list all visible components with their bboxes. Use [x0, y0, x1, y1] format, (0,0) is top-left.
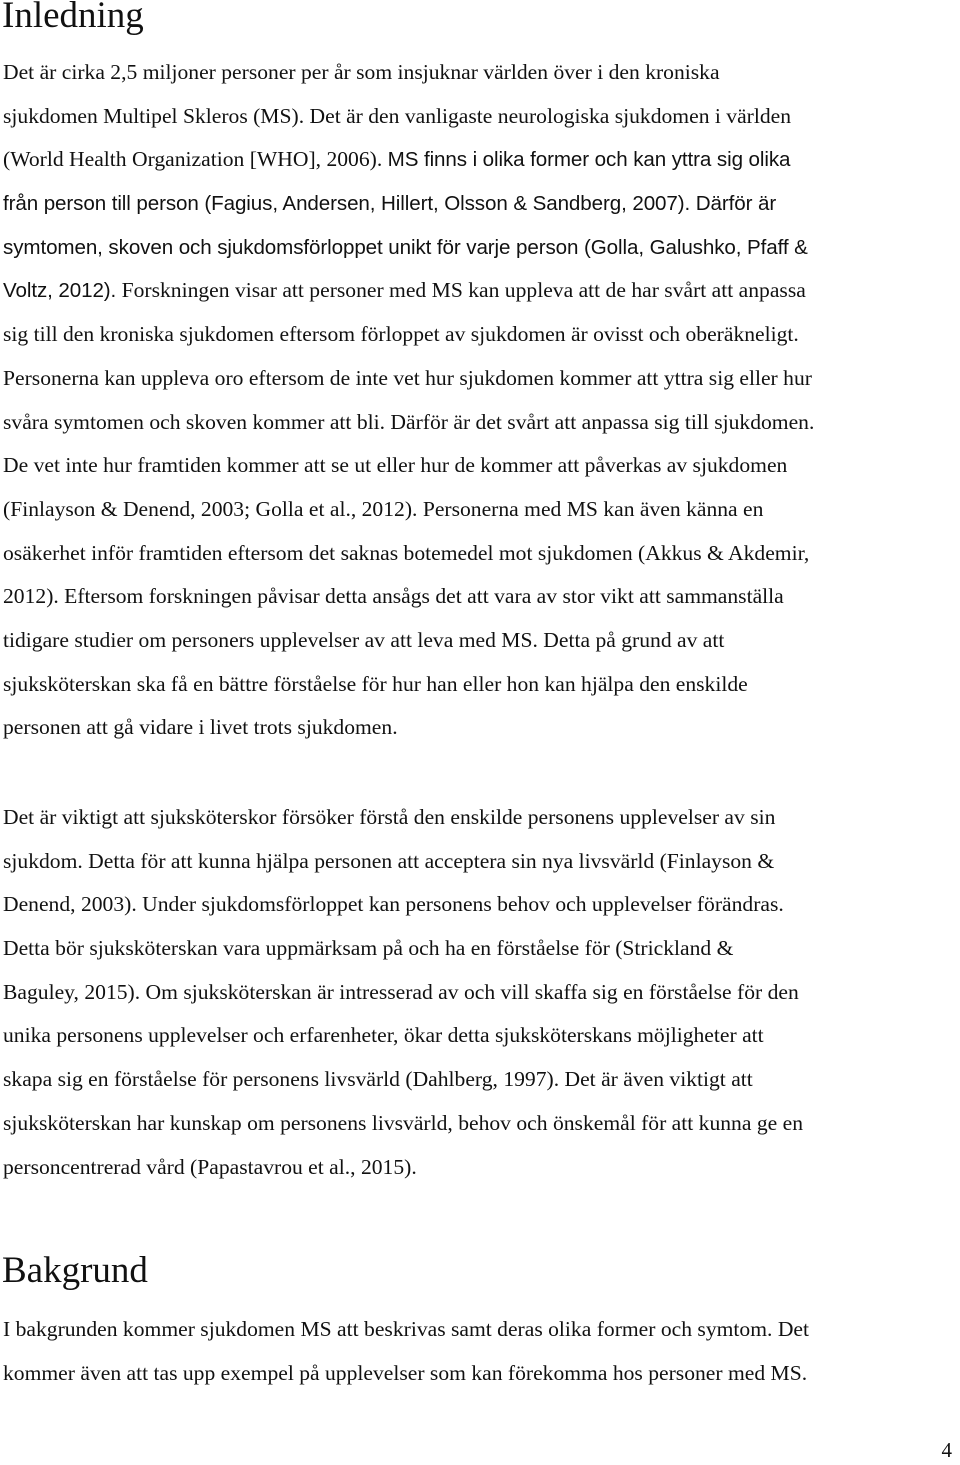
text-line: svåra symtomen och skoven kommer att bli. Därför är det svårt att anpassa sig till sjukdomen.: [3, 409, 815, 434]
page-number: 4: [941, 1438, 952, 1462]
text-line: [3, 269, 955, 313]
text-line: symtomen, skoven och sjukdomsförloppet unikt för varje person (Golla, Galushko, Pfaff &: [3, 235, 808, 259]
paragraph-intro-2: [3, 796, 955, 1189]
text-line: tidigare studier om personers upplevelser av att leva med MS. Detta på grund av att: [3, 627, 725, 652]
text-line: Det är cirka 2,5 miljoner personer per år som insjuknar världen över i den kroniska: [3, 60, 720, 84]
text-line: personcentrerad vård (Papastavrou et al., 2015).: [3, 1154, 417, 1179]
text-line: sjuksköterskan har kunskap om personens livsvärld, behov och önskemål för att kunna ge en: [3, 1110, 803, 1135]
text-line: De vet inte hur framtiden kommer att se ut eller hur de kommer att påverkas av sjukdomen: [3, 453, 788, 478]
text-line: sig till den kroniska sjukdomen eftersom förloppet av sjukdomen är ovisst och oberäkneligt.: [3, 322, 799, 347]
text-line: unika personens upplevelser och erfarenheter, ökar detta sjuksköterskans möjligheter att: [3, 1023, 764, 1048]
text-segment: Forskningen visar att personer med MS kan uppleva att de har svårt att anpassa: [116, 278, 806, 303]
text-line: osäkerhet inför framtiden eftersom det saknas botemedel mot sjukdomen (Akkus & Akdemir,: [3, 540, 810, 565]
text-line: Det är viktigt att sjuksköterskor försöker förstå den enskilde personens upplevelser av sin: [3, 805, 776, 829]
text-line: Detta bör sjuksköterskan vara uppmärksam på och ha en förståelse för (Strickland &: [3, 936, 734, 961]
paragraph-intro-1: [3, 51, 955, 750]
text-segment: (World Health Organization [WHO], 2006).: [3, 147, 388, 172]
text-line: [3, 138, 955, 182]
text-line: Denend, 2003). Under sjukdomsförloppet kan personens behov och upplevelser förändras.: [3, 892, 784, 917]
text-line: personen att gå vidare i livet trots sjukdomen.: [3, 715, 398, 740]
text-line: skapa sig en förståelse för personens livsvärld (Dahlberg, 1997). Det är även viktigt att: [3, 1067, 753, 1092]
text-segment-sans: Voltz, 2012).: [3, 279, 117, 303]
section-heading-bakgrund: Bakgrund: [2, 1250, 148, 1291]
text-line: I bakgrunden kommer sjukdomen MS att beskrivas samt deras olika former och symtom. Det: [3, 1317, 810, 1341]
text-line: sjuksköterskan ska få en bättre förståelse för hur han eller hon kan hjälpa den enskilde: [3, 671, 748, 696]
text-line: Personerna kan uppleva oro eftersom de inte vet hur sjukdomen kommer att yttra sig eller hur: [3, 365, 812, 390]
text-segment-sans: MS finns i olika former och kan yttra sig olika: [387, 148, 791, 172]
text-line: Baguley, 2015). Om sjuksköterskan är intresserad av och vill skaffa sig en förståelse för den: [3, 979, 799, 1004]
text-line: 2012). Eftersom forskningen påvisar detta ansågs det att vara av stor vikt att sammanställa: [3, 584, 784, 609]
text-line: kommer även att tas upp exempel på upplevelser som kan förekomma hos personer med MS.: [3, 1360, 808, 1385]
text-line: sjukdomen Multipel Skleros (MS). Det är den vanligaste neurologiska sjukdomen i världen: [3, 103, 792, 128]
text-line: (Finlayson & Denend, 2003; Golla et al., 2012). Personerna med MS kan även känna en: [3, 496, 764, 521]
text-line: sjukdom. Detta för att kunna hjälpa personen att acceptera sin nya livsvärld (Finlayson &: [3, 848, 775, 873]
text-line: från person till person (Fagius, Andersen, Hillert, Olsson & Sandberg, 2007). Därför är: [3, 192, 777, 216]
section-heading-inledning: Inledning: [2, 0, 144, 36]
paragraph-background-1: [3, 1308, 955, 1395]
